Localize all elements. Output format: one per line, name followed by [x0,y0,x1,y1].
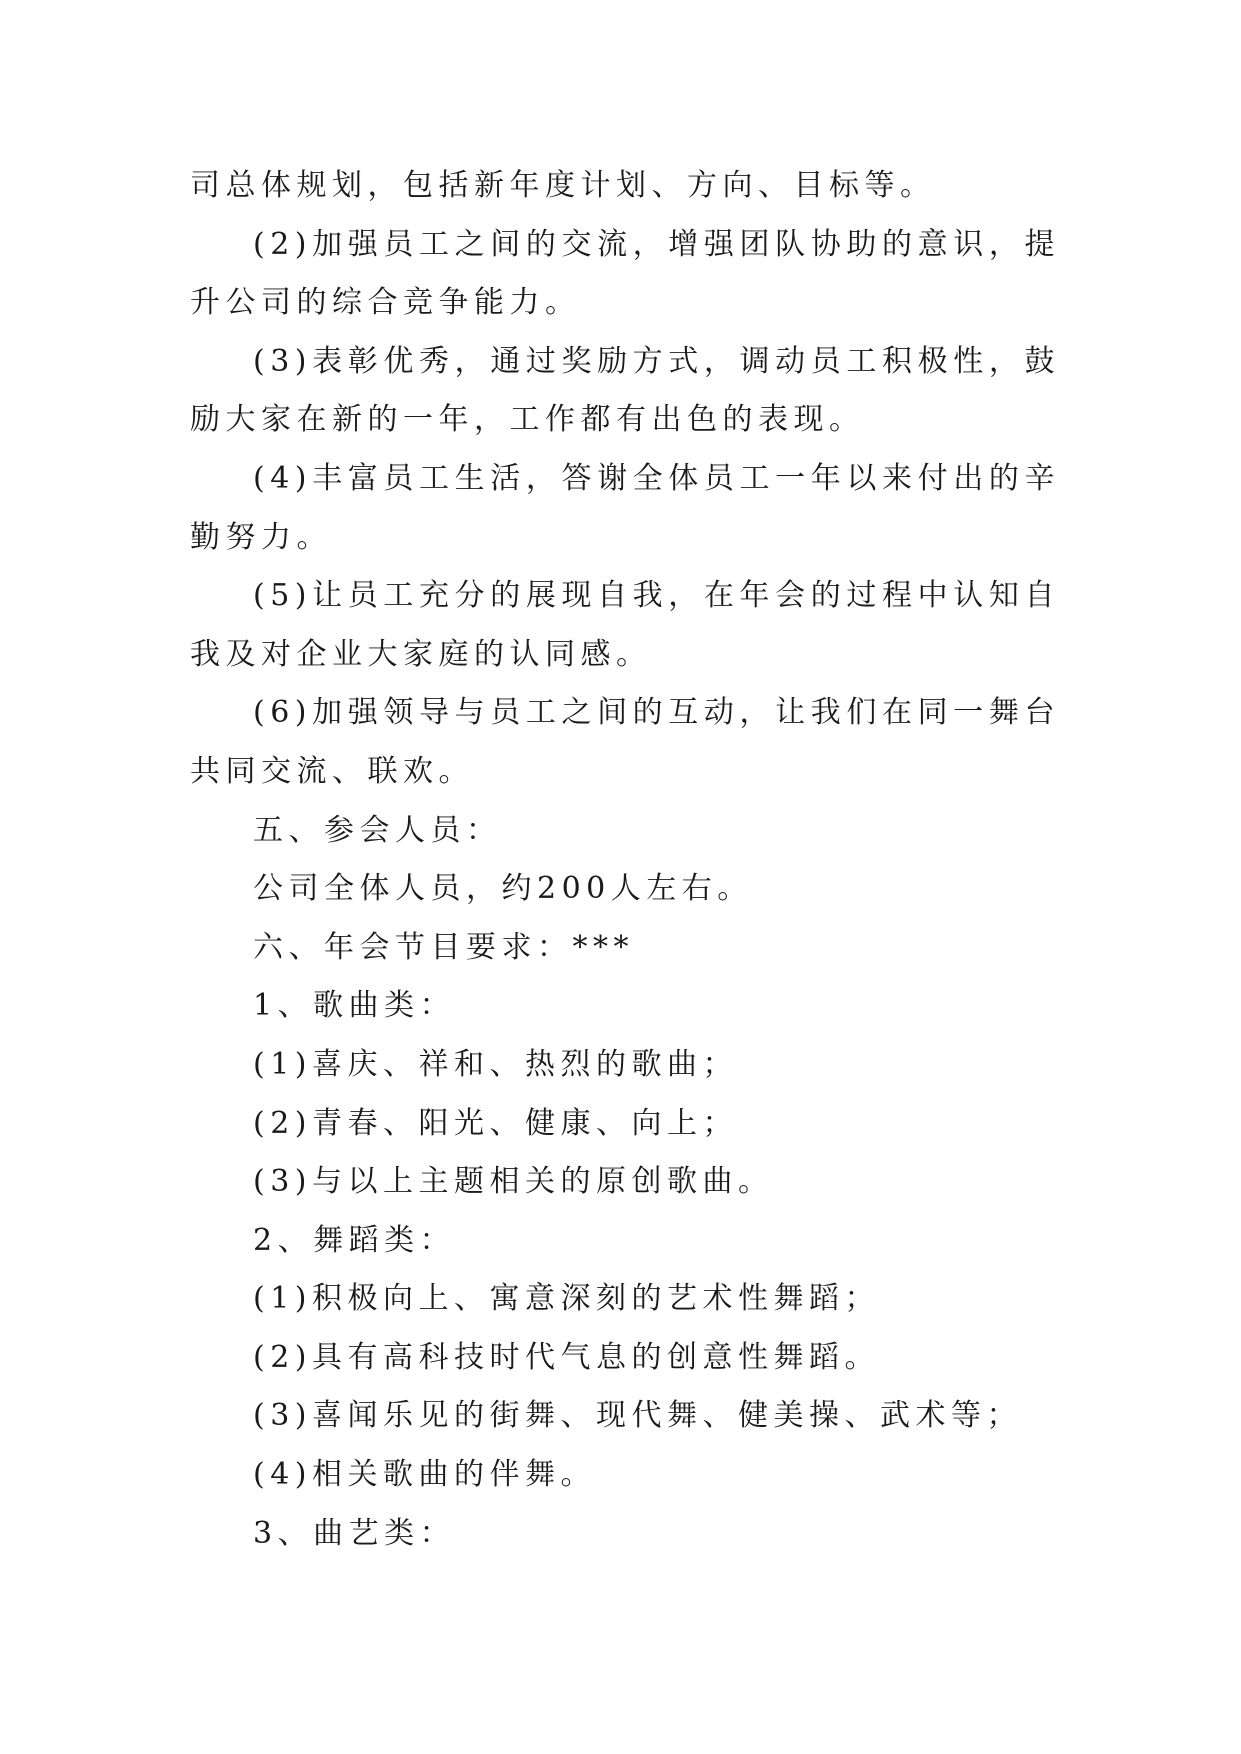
subsection-heading: 2、舞蹈类： [253,1222,456,1258]
paragraph: (3)表彰优秀，通过奖励方式，调动员工积极性，鼓励大家在新的一年，工作都有出色的表现。 [190,343,1060,438]
list-item: (1)喜庆、祥和、热烈的歌曲； [253,1046,738,1082]
paragraph: (6)加强领导与员工之间的互动，让我们在同一舞台共同交流、联欢。 [190,695,1060,789]
list-item: (3)喜闻乐见的街舞、现代舞、健美操、武术等； [253,1398,1022,1434]
list-item: (2)青春、阳光、健康、向上； [253,1105,738,1141]
paragraph: 公司全体人员，约200人左右。 [253,871,753,907]
subsection-heading: 3、曲艺类： [253,1515,456,1551]
paragraph: 司总体规划，包括新年度计划、方向、目标等。 [190,168,936,203]
section-heading: 五、参会人员： [253,812,502,848]
paragraph: (2)加强员工之间的交流，增强团队协助的意识，提升公司的综合竞争能力。 [190,226,1060,321]
subsection-heading: 1、歌曲类： [253,988,456,1024]
section-heading: 六、年会节目要求：*** [253,929,634,965]
list-item: (3)与以上主题相关的原创歌曲。 [253,1164,774,1200]
list-item: (1)积极向上、寓意深刻的艺术性舞蹈； [253,1281,880,1317]
paragraph: (4)丰富员工生活，答谢全体员工一年以来付出的辛勤努力。 [190,460,1060,555]
paragraph: (5)让员工充分的展现自我，在年会的过程中认知自我及对企业大家庭的认同感。 [190,578,1060,672]
list-item: (2)具有高科技时代气息的创意性舞蹈。 [253,1339,880,1375]
document-body [190,157,1060,1563]
list-item: (4)相关歌曲的伴舞。 [253,1457,596,1493]
